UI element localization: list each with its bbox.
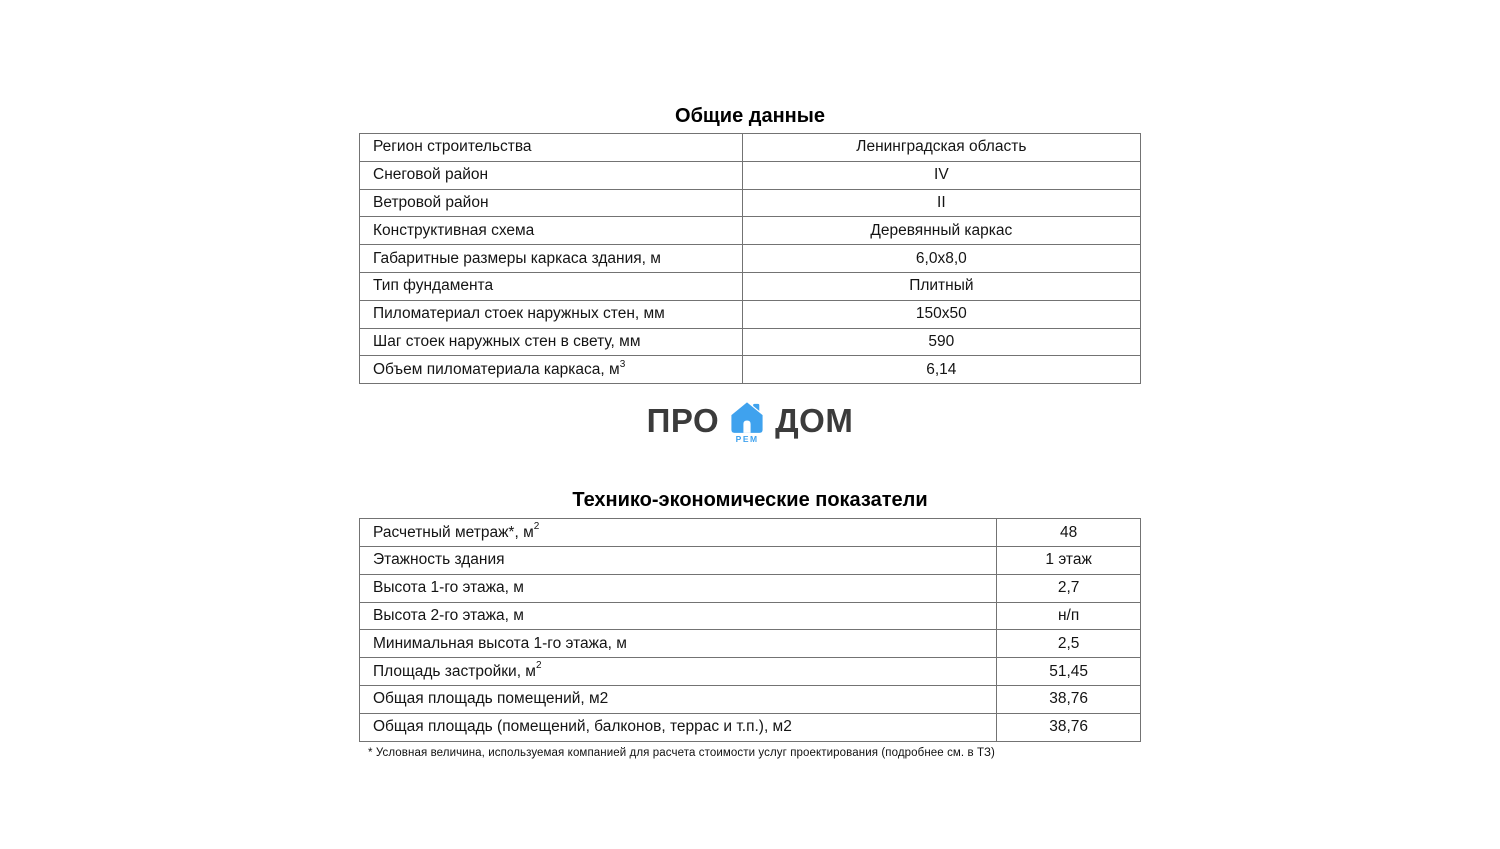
row-label — [360, 356, 743, 384]
content-column — [359, 0, 1141, 759]
row-label — [360, 713, 997, 741]
row-label-text: Конструктивная схема — [373, 221, 535, 239]
row-label — [360, 161, 743, 189]
logo-text-pro: ПРО — [646, 402, 720, 440]
row-label-text: Высота 2-го этажа, м — [373, 606, 524, 624]
row-label — [360, 217, 743, 245]
logo-text-dom: ДОМ — [775, 402, 854, 440]
table-row — [360, 217, 1141, 245]
row-value: 2,7 — [997, 574, 1141, 602]
table-row — [360, 713, 1141, 741]
row-value: 150x50 — [742, 300, 1140, 328]
table-row — [360, 630, 1141, 658]
row-label-text: Шаг стоек наружных стен в свету, мм — [373, 332, 641, 350]
table-row — [360, 519, 1141, 547]
row-label — [360, 685, 997, 713]
house-icon — [728, 401, 766, 435]
row-label-text: Расчетный метраж*, м — [373, 523, 534, 541]
row-label-text: Минимальная высота 1-го этажа, м — [373, 634, 627, 652]
row-value: 51,45 — [997, 658, 1141, 686]
row-label — [360, 272, 743, 300]
row-label-text: Габаритные размеры каркаса здания, м — [373, 249, 661, 267]
row-value: 2,5 — [997, 630, 1141, 658]
row-label — [360, 658, 997, 686]
row-label — [360, 134, 743, 162]
row-value: IV — [742, 161, 1140, 189]
row-value: II — [742, 189, 1140, 217]
table-row — [360, 685, 1141, 713]
row-label-text: Объем пиломатериала каркаса, м — [373, 360, 620, 378]
row-label-sup: 3 — [619, 358, 626, 370]
row-value: 38,76 — [997, 685, 1141, 713]
table-row — [360, 134, 1141, 162]
row-label-text: Общая площадь (помещений, балконов, террас и т.п.), м2 — [373, 718, 792, 736]
row-label-text: Ветровой район — [373, 193, 489, 211]
table-row — [360, 272, 1141, 300]
row-label-text: Тип фундамента — [373, 277, 494, 295]
logo-text-rem: РЕМ — [735, 434, 759, 445]
row-label-text: Высота 1-го этажа, м — [373, 579, 524, 597]
row-value: Деревянный каркас — [742, 217, 1140, 245]
row-label — [360, 630, 997, 658]
table-row — [360, 328, 1141, 356]
row-label-text: Снеговой район — [373, 166, 489, 184]
row-label — [360, 546, 997, 574]
row-label-text: Пиломатериал стоек наружных стен, мм — [373, 305, 665, 323]
row-value: Ленинградская область — [742, 134, 1140, 162]
row-label — [360, 189, 743, 217]
row-label — [360, 602, 997, 630]
table-row — [360, 658, 1141, 686]
general-table-title: Общие данные — [675, 105, 825, 127]
table-row — [360, 245, 1141, 273]
table-row — [360, 189, 1141, 217]
row-label — [360, 300, 743, 328]
row-label — [360, 328, 743, 356]
general-data-table — [359, 133, 1141, 384]
row-value: 6,14 — [742, 356, 1140, 384]
table-row — [360, 602, 1141, 630]
row-label-text: Площадь застройки, м — [373, 662, 536, 680]
row-value: 6,0x8,0 — [742, 245, 1140, 273]
row-value: 590 — [742, 328, 1140, 356]
footnote: * Условная величина, используемая компанией для расчета стоимости услуг проектирования (подробнее см. в ТЗ) — [368, 746, 995, 759]
row-label-text: Регион строительства — [373, 138, 532, 156]
logo-house-block — [727, 399, 767, 444]
row-value: 48 — [997, 519, 1141, 547]
table-row — [360, 161, 1141, 189]
row-value: 38,76 — [997, 713, 1141, 741]
table-row — [360, 546, 1141, 574]
tech-table-title: Технико-экономические показатели — [572, 489, 928, 512]
row-label — [360, 245, 743, 273]
table-row — [360, 574, 1141, 602]
row-value: н/п — [997, 602, 1141, 630]
row-label-text: Этажность здания — [373, 551, 505, 569]
tech-indicators-table — [359, 518, 1141, 741]
prodom-logo — [359, 399, 1141, 447]
row-label-sup: 2 — [535, 660, 542, 672]
row-label — [360, 574, 997, 602]
table-row — [360, 356, 1141, 384]
table-row — [360, 300, 1141, 328]
row-label — [360, 519, 997, 547]
row-label-sup: 2 — [533, 521, 540, 533]
row-value: Плитный — [742, 272, 1140, 300]
row-value: 1 этаж — [997, 546, 1141, 574]
row-label-text: Общая площадь помещений, м2 — [373, 690, 609, 708]
